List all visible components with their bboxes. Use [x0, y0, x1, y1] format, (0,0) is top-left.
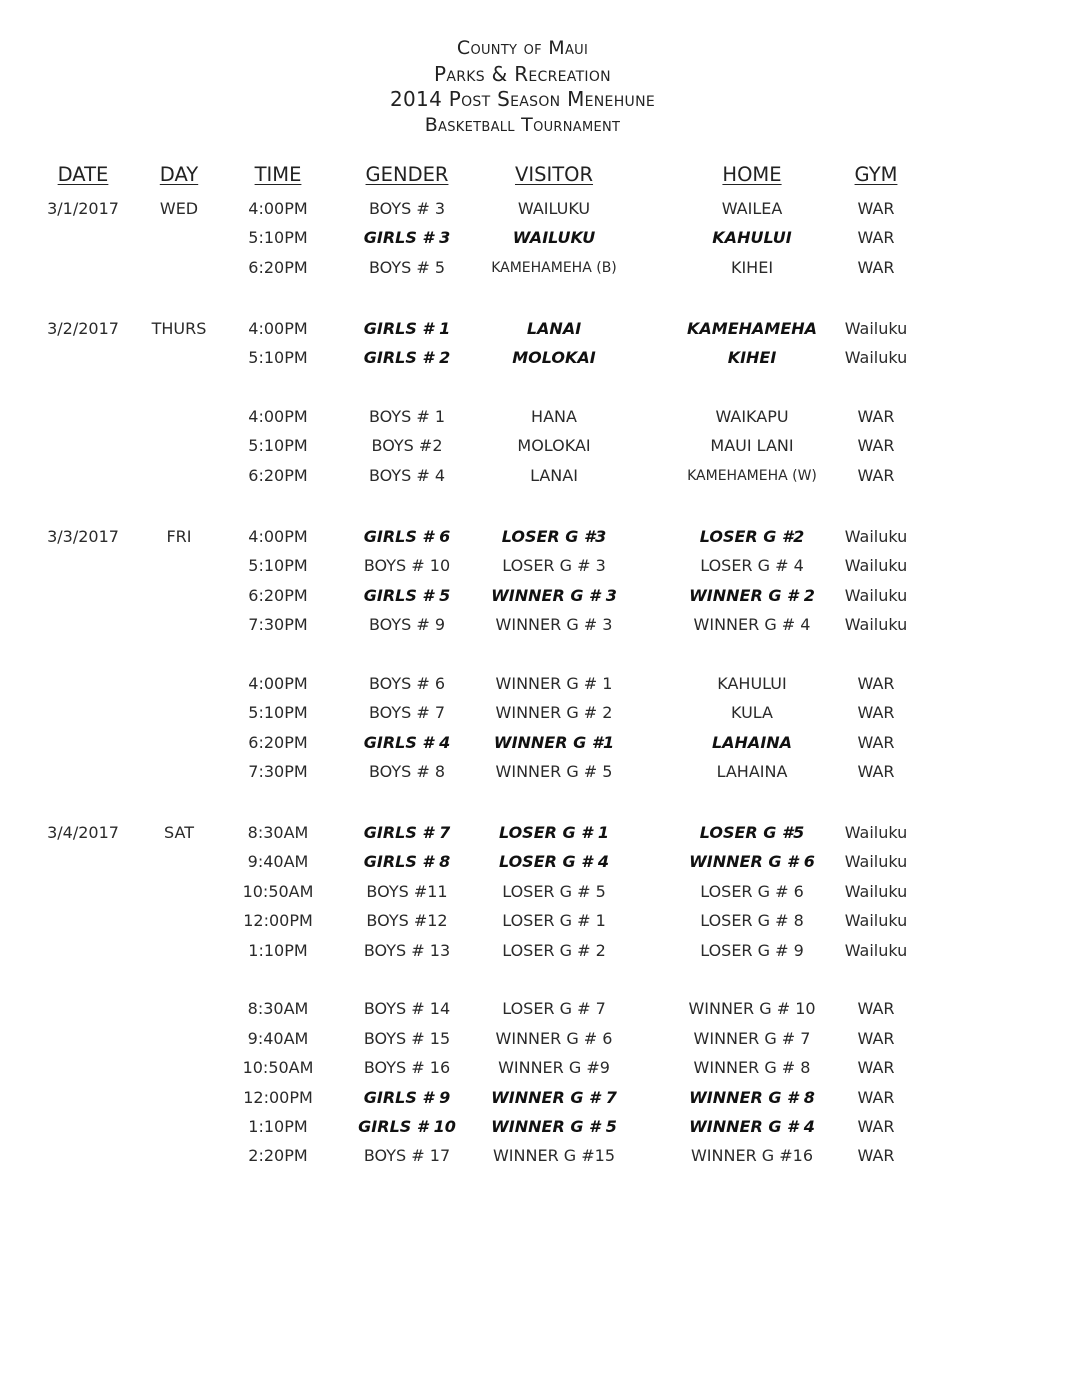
- day-cell: WED: [159, 199, 199, 218]
- time-cell: 4:00PM: [248, 407, 308, 426]
- gym-cell: Wailuku: [844, 556, 908, 576]
- home-cell: WINNER G # 8: [689, 1087, 815, 1107]
- visitor-cell: LOSER G # 2: [502, 940, 606, 960]
- visitor-cell: KAMEHAMEHA (B): [491, 259, 617, 276]
- home-cell: LOSER G #2: [699, 526, 805, 546]
- gym-cell: WAR: [857, 1058, 895, 1078]
- visitor-cell: WINNER G # 3: [491, 585, 617, 605]
- gym-cell: WAR: [857, 228, 895, 248]
- gym-cell: WAR: [857, 1087, 895, 1107]
- gym-cell: Wailuku: [844, 911, 908, 931]
- visitor-cell: LOSER G # 1: [498, 823, 610, 842]
- visitor-cell: LOSER G # 7: [502, 999, 606, 1019]
- home-cell: KAHULUI: [717, 673, 787, 693]
- home-cell: KAMEHAMEHA (W): [687, 467, 817, 484]
- gym-cell: WAR: [857, 257, 895, 277]
- home-cell: WINNER G # 8: [693, 1058, 811, 1078]
- column-header-home: HOME: [722, 163, 782, 186]
- gender-cell: BOYS # 6: [368, 673, 446, 693]
- gender-cell: BOYS # 17: [363, 1146, 451, 1166]
- gym-cell: WAR: [857, 407, 895, 426]
- visitor-cell: LOSER G # 1: [502, 911, 606, 931]
- gym-cell: WAR: [857, 465, 895, 485]
- visitor-cell: WAILUKU: [517, 199, 591, 218]
- gender-cell: BOYS # 7: [368, 703, 446, 723]
- visitor-cell: WINNER G # 5: [491, 1117, 617, 1136]
- gender-cell: BOYS # 15: [363, 1028, 451, 1048]
- home-cell: LOSER G #5: [699, 823, 805, 842]
- visitor-cell: WAILUKU: [512, 228, 596, 248]
- home-cell: LOSER G # 8: [700, 911, 804, 931]
- home-cell: LOSER G # 6: [700, 881, 804, 901]
- gender-cell: BOYS # 5: [368, 257, 446, 277]
- day-cell: SAT: [164, 823, 194, 842]
- column-header-gender: GENDER: [365, 163, 449, 186]
- title-line-county: County of Maui: [456, 37, 589, 59]
- gender-cell: GIRLS # 6: [363, 526, 451, 546]
- gender-cell: GIRLS # 1: [363, 318, 451, 338]
- visitor-cell: LOSER G # 4: [498, 852, 610, 872]
- time-cell: 2:20PM: [248, 1146, 308, 1166]
- home-cell: LAHAINA: [711, 732, 793, 752]
- visitor-cell: WINNER G # 3: [495, 615, 613, 634]
- gym-cell: WAR: [857, 703, 895, 723]
- visitor-cell: WINNER G #9: [498, 1058, 610, 1078]
- gender-cell: GIRLS # 5: [363, 585, 451, 605]
- home-cell: LAHAINA: [716, 762, 788, 781]
- gym-cell: WAR: [857, 999, 895, 1019]
- time-cell: 1:10PM: [248, 1117, 308, 1136]
- gym-cell: Wailuku: [844, 852, 908, 872]
- title-line-tournament: Basketball Tournament: [424, 113, 621, 136]
- home-cell: WINNER G # 4: [689, 1117, 815, 1136]
- gender-cell: BOYS # 1: [368, 407, 446, 426]
- column-header-time: TIME: [254, 163, 302, 186]
- home-cell: WINNER G #16: [690, 1146, 814, 1166]
- time-cell: 5:10PM: [248, 436, 308, 456]
- visitor-cell: LOSER G # 5: [502, 881, 606, 901]
- home-cell: KAMEHAMEHA: [686, 318, 818, 338]
- gym-cell: WAR: [857, 199, 895, 218]
- visitor-cell: WINNER G # 6: [495, 1028, 613, 1048]
- gender-cell: BOYS #12: [366, 911, 448, 931]
- gym-cell: Wailuku: [844, 318, 908, 338]
- gym-cell: Wailuku: [844, 526, 908, 546]
- visitor-cell: HANA: [531, 407, 577, 426]
- date-cell: 3/2/2017: [47, 318, 119, 338]
- date-cell: 3/1/2017: [47, 199, 119, 218]
- gender-cell: GIRLS # 4: [363, 732, 451, 752]
- gym-cell: Wailuku: [844, 823, 908, 842]
- gender-cell: GIRLS # 3: [363, 228, 451, 248]
- visitor-cell: MOLOKAI: [517, 436, 591, 456]
- gym-cell: WAR: [857, 1146, 895, 1166]
- visitor-cell: LOSER G # 3: [502, 556, 606, 576]
- gym-cell: Wailuku: [844, 348, 908, 368]
- gender-cell: BOYS #2: [371, 436, 443, 456]
- time-cell: 12:00PM: [243, 1087, 313, 1107]
- visitor-cell: WINNER G # 5: [495, 762, 613, 781]
- column-header-visitor: VISITOR: [514, 163, 594, 186]
- home-cell: LOSER G # 9: [700, 940, 804, 960]
- time-cell: 6:20PM: [248, 585, 308, 605]
- time-cell: 4:00PM: [248, 199, 308, 218]
- date-cell: 3/3/2017: [47, 526, 119, 546]
- gym-cell: WAR: [857, 1028, 895, 1048]
- column-header-gym: GYM: [854, 163, 898, 186]
- title-line-season: 2014 Post Season Menehune: [390, 87, 655, 111]
- time-cell: 6:20PM: [248, 257, 308, 277]
- time-cell: 9:40AM: [247, 1028, 309, 1048]
- gender-cell: BOYS #11: [366, 881, 448, 901]
- gym-cell: WAR: [857, 436, 895, 456]
- visitor-cell: WINNER G # 7: [491, 1087, 617, 1107]
- home-cell: WINNER G # 6: [689, 852, 815, 872]
- time-cell: 5:10PM: [248, 556, 308, 576]
- visitor-cell: MOLOKAI: [512, 348, 596, 368]
- home-cell: WAIKAPU: [715, 407, 789, 426]
- time-cell: 6:20PM: [248, 465, 308, 485]
- time-cell: 5:10PM: [248, 703, 308, 723]
- home-cell: KAHULUI: [712, 228, 792, 248]
- gender-cell: GIRLS # 2: [363, 348, 451, 368]
- time-cell: 8:30AM: [247, 999, 309, 1019]
- visitor-cell: WINNER G #15: [492, 1146, 616, 1166]
- time-cell: 7:30PM: [248, 762, 308, 781]
- gym-cell: Wailuku: [844, 881, 908, 901]
- time-cell: 6:20PM: [248, 732, 308, 752]
- time-cell: 10:50AM: [242, 1058, 314, 1078]
- visitor-cell: WINNER G # 1: [495, 673, 613, 693]
- date-cell: 3/4/2017: [47, 823, 119, 842]
- time-cell: 12:00PM: [243, 911, 313, 931]
- time-cell: 4:00PM: [248, 318, 308, 338]
- gym-cell: Wailuku: [844, 615, 908, 634]
- home-cell: WINNER G # 2: [689, 585, 815, 605]
- gender-cell: GIRLS # 7: [363, 823, 451, 842]
- gender-cell: GIRLS # 8: [363, 852, 451, 872]
- home-cell: WINNER G # 4: [693, 615, 811, 634]
- visitor-cell: LANAI: [530, 465, 578, 485]
- home-cell: LOSER G # 4: [700, 556, 804, 576]
- gender-cell: BOYS # 16: [363, 1058, 451, 1078]
- gender-cell: BOYS # 8: [368, 762, 446, 781]
- gender-cell: GIRLS # 9: [363, 1087, 451, 1107]
- gender-cell: BOYS # 4: [368, 465, 446, 485]
- gender-cell: GIRLS # 10: [358, 1117, 456, 1136]
- column-header-date: DATE: [57, 163, 109, 186]
- visitor-cell: WINNER G # 2: [495, 703, 613, 723]
- home-cell: WINNER G # 7: [693, 1028, 811, 1048]
- time-cell: 5:10PM: [248, 348, 308, 368]
- home-cell: MAUI LANI: [710, 436, 794, 456]
- gym-cell: WAR: [857, 762, 895, 781]
- home-cell: KULA: [731, 703, 773, 723]
- column-header-day: DAY: [159, 163, 199, 186]
- time-cell: 9:40AM: [247, 852, 309, 872]
- title-line-parks: Parks & Recreation: [434, 61, 611, 86]
- visitor-cell: LANAI: [526, 318, 582, 338]
- time-cell: 1:10PM: [248, 940, 308, 960]
- gender-cell: BOYS # 9: [368, 615, 446, 634]
- time-cell: 5:10PM: [248, 228, 308, 248]
- gym-cell: WAR: [857, 673, 895, 693]
- time-cell: 4:00PM: [248, 526, 308, 546]
- visitor-cell: LOSER G #3: [501, 526, 607, 546]
- gym-cell: Wailuku: [844, 585, 908, 605]
- gym-cell: WAR: [857, 732, 895, 752]
- home-cell: WAILEA: [721, 199, 783, 218]
- visitor-cell: WINNER G #1: [493, 732, 615, 752]
- day-cell: THURS: [151, 318, 207, 338]
- home-cell: WINNER G # 10: [688, 999, 816, 1019]
- time-cell: 10:50AM: [242, 881, 314, 901]
- gym-cell: WAR: [857, 1117, 895, 1136]
- time-cell: 4:00PM: [248, 673, 308, 693]
- gender-cell: BOYS # 10: [363, 556, 451, 576]
- day-cell: FRI: [166, 526, 192, 546]
- gender-cell: BOYS # 14: [363, 999, 451, 1019]
- home-cell: KIHEI: [727, 348, 777, 368]
- gym-cell: Wailuku: [844, 940, 908, 960]
- gender-cell: BOYS # 3: [368, 199, 446, 218]
- time-cell: 7:30PM: [248, 615, 308, 634]
- time-cell: 8:30AM: [247, 823, 309, 842]
- home-cell: KIHEI: [730, 257, 774, 277]
- gender-cell: BOYS # 13: [363, 940, 451, 960]
